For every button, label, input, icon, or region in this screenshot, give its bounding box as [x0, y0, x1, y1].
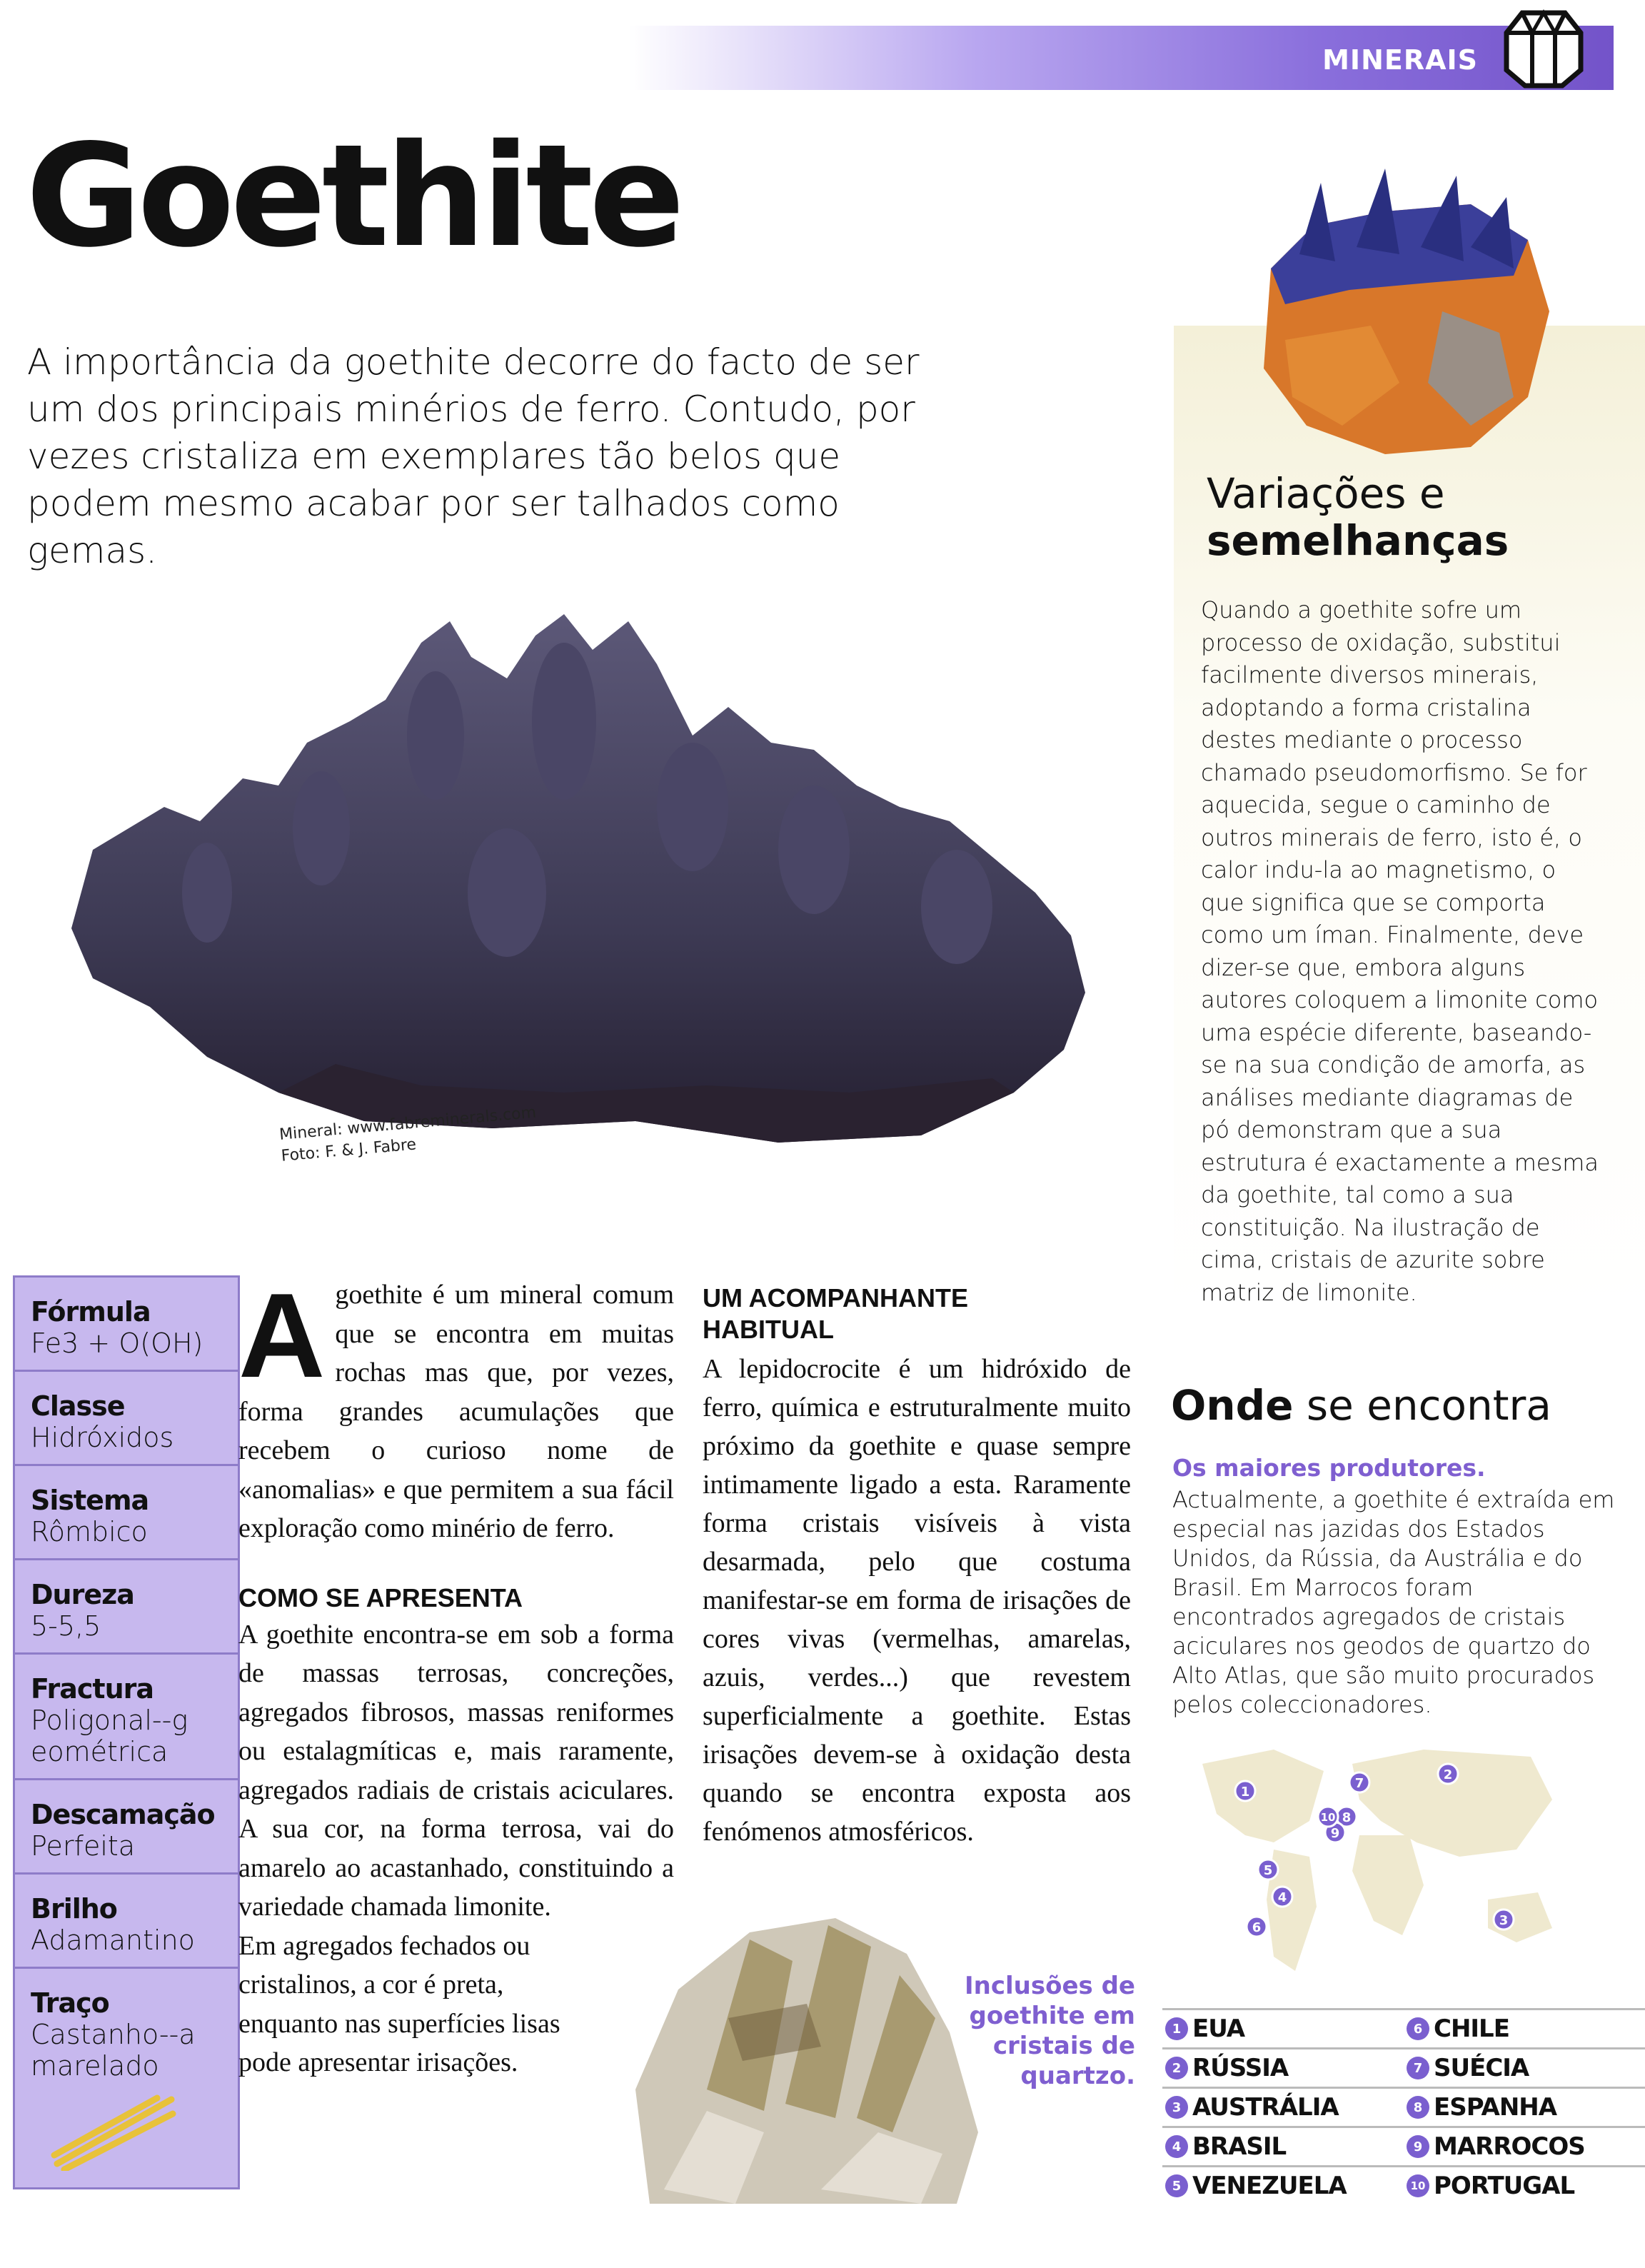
country-number: 2 — [1165, 2057, 1188, 2079]
map-marker-3 — [1494, 1910, 1514, 1930]
property-label: Descamação — [31, 1799, 215, 1830]
map-marker-5 — [1258, 1860, 1278, 1880]
streak-pencil-icon — [50, 2092, 178, 2171]
country-item — [1162, 2089, 1404, 2126]
map-marker-label: 10 — [1320, 1811, 1336, 1824]
intro-paragraph: A importância da goethite decorre do facto de ser um dos principais minérios de ferro. Contudo, por vezes cristaliza em exemplares tão belos que podem mesmo acabar por ser talhados como gemas. — [27, 341, 920, 571]
map-marker-label: 4 — [1277, 1890, 1287, 1905]
country-number: 5 — [1165, 2174, 1188, 2197]
map-marker-label: 6 — [1252, 1920, 1262, 1935]
country-number: 1 — [1165, 2017, 1188, 2040]
property-value: Poligonal--geométrica — [31, 1705, 188, 1767]
property-streak — [15, 1969, 238, 2094]
map-marker-4 — [1272, 1887, 1292, 1907]
article-paragraph-4: A lepidocrocite é um hidróxido de ferro, química e estruturalmente muito próximo da goethite e quase sempre intimamente ligado a esta. Raramente forma cristais visíveis à vista desarmada, pelo que costuma manifestar-se em forma de irisações de cores vivas (vermelhas, amarelas, azuis, verdes...) que revestem superficialmente a goethite. Estas irisações devem-se à oxidação desta quando se encontra exposta aos fenómenos atmosféricos. — [703, 1354, 1131, 1847]
where-heading — [1171, 1381, 1551, 1430]
property-value: Adamantino — [31, 1925, 195, 1956]
country-name: BRASIL — [1192, 2132, 1287, 2161]
variations-heading — [1207, 470, 1509, 564]
countries-row — [1162, 2126, 1645, 2165]
map-marker-label: 7 — [1354, 1776, 1364, 1791]
map-marker-label: 8 — [1342, 1810, 1352, 1825]
country-name: EUA — [1192, 2014, 1245, 2043]
photo-credit-line1: Mineral: www.fabreminerals.com — [278, 1103, 537, 1144]
map-marker-label: 2 — [1443, 1767, 1453, 1782]
dropcap: A — [238, 1268, 326, 1403]
property-formula — [15, 1278, 238, 1372]
country-item — [1404, 2049, 1645, 2087]
country-name: SUÉCIA — [1434, 2054, 1529, 2082]
country-name: RÚSSIA — [1192, 2054, 1289, 2082]
countries-row — [1162, 2047, 1645, 2087]
country-item — [1162, 2010, 1404, 2047]
property-system — [15, 1466, 238, 1560]
country-name: CHILE — [1434, 2014, 1509, 2043]
countries-row — [1162, 2008, 1645, 2047]
section-header-bar — [628, 26, 1614, 90]
photo-credit-line2: Foto: F. & J. Fabre — [280, 1135, 417, 1165]
world-map — [1188, 1742, 1559, 1985]
country-item — [1162, 2167, 1404, 2204]
where-heading-light: se encontra — [1306, 1381, 1551, 1430]
map-marker-2 — [1438, 1764, 1458, 1784]
map-marker-label: 3 — [1499, 1913, 1509, 1928]
property-value: 5-5,5 — [31, 1610, 101, 1642]
quartz-caption: Inclusões de goethite em cristais de quartzo. — [965, 1972, 1135, 2090]
country-item — [1404, 2128, 1645, 2165]
variations-heading-bold: semelhanças — [1207, 516, 1509, 565]
country-number: 8 — [1407, 2096, 1429, 2119]
country-name: ESPANHA — [1434, 2093, 1557, 2122]
country-item — [1162, 2128, 1404, 2165]
country-item — [1404, 2167, 1645, 2204]
property-value: Rômbico — [31, 1516, 148, 1547]
country-number: 4 — [1165, 2135, 1188, 2158]
country-item — [1162, 2049, 1404, 2087]
crystal-icon — [1501, 6, 1586, 91]
property-hardness — [15, 1560, 238, 1655]
property-value: Fe3 + O(OH) — [31, 1328, 203, 1359]
properties-sidebar — [13, 1275, 240, 2189]
quartz-goethite-photo — [621, 1875, 992, 2204]
property-label: Brilho — [31, 1893, 117, 1925]
where-subtitle: Os maiores produtores. — [1172, 1454, 1486, 1482]
where-heading-bold: Onde — [1171, 1381, 1294, 1430]
map-marker-10 — [1318, 1807, 1338, 1827]
countries-row — [1162, 2165, 1645, 2204]
map-marker-label: 9 — [1330, 1826, 1340, 1841]
property-class — [15, 1372, 238, 1466]
map-marker-6 — [1247, 1917, 1267, 1937]
article-paragraph-1: goethite é um mineral comum que se encontra em muitas rochas mas que, por vezes, forma grandes acumulações que recebem o curioso nome de «anomalias» e que permitem a sua fácil exploração como minério de ferro. — [238, 1280, 674, 1543]
property-fracture — [15, 1655, 238, 1780]
property-label: Sistema — [31, 1485, 149, 1516]
countries-row — [1162, 2087, 1645, 2126]
country-name: MARROCOS — [1434, 2132, 1585, 2161]
property-label: Dureza — [31, 1579, 134, 1610]
country-number: 6 — [1407, 2017, 1429, 2040]
country-number: 10 — [1407, 2174, 1429, 2197]
map-marker-label: 5 — [1263, 1863, 1273, 1878]
section-label: MINERAIS — [1322, 44, 1478, 76]
page-title: Goethite — [26, 114, 681, 279]
property-label: Fractura — [31, 1673, 154, 1705]
country-name: AUSTRÁLIA — [1192, 2093, 1339, 2122]
property-label: Traço — [31, 1987, 109, 2019]
variations-text: Quando a goethite sofre um processo de oxidação, substitui facilmente diversos minerais, adoptando a forma cristalina destes mediante o processo chamado pseudomorfismo. Se for aquecida, segue o caminho de outros minerais de ferro, isto é, o calor indu-la ao magnetismo, o que significa que se comporta como um íman. Finalmente, deve dizer-se que, embora alguns autores coloquem a limonite como uma espécie diferente, baseando-se na sua condição de amorfa, as análises mediante diagramas de pó demonstram que a sua estrutura é exactamente a mesma da goethite, tal como a sua constituição. Na ilustração de cima, cristais de azurite sobre matriz de limonite. — [1201, 596, 1599, 1306]
map-marker-1 — [1235, 1781, 1255, 1801]
country-item — [1404, 2089, 1645, 2126]
azurite-limonite-photo — [1242, 169, 1556, 468]
article-column-1 — [238, 1268, 674, 2082]
property-label: Classe — [31, 1390, 125, 1422]
property-cleavage — [15, 1780, 238, 1875]
country-name: VENEZUELA — [1192, 2172, 1347, 2200]
property-luster — [15, 1875, 238, 1969]
where-text: Actualmente, a goethite é extraída em especial nas jazidas dos Estados Unidos, da Rússia, da Austrália e do Brasil. Em Marrocos foram encontrados agregados de cristais aciculares nos geodos de quartzo do Alto Atlas, que são muito procurados pelos coleccionadores. — [1172, 1486, 1615, 1718]
property-value: Hidróxidos — [31, 1422, 174, 1453]
country-number: 3 — [1165, 2096, 1188, 2119]
goethite-mineral-photo — [64, 593, 1107, 1150]
country-number: 7 — [1407, 2057, 1429, 2079]
article-column-2 — [703, 1283, 1131, 1851]
variations-heading-light: Variações e — [1207, 469, 1445, 518]
subheading-acompanhante: UM ACOMPANHANTE HABITUAL — [703, 1283, 968, 1344]
subheading-como-se-apresenta: COMO SE APRESENTA — [238, 1582, 523, 1612]
map-marker-7 — [1349, 1772, 1369, 1792]
country-name: PORTUGAL — [1434, 2172, 1575, 2200]
countries-list — [1162, 2008, 1645, 2204]
property-value: Perfeita — [31, 1830, 136, 1862]
map-marker-label: 1 — [1240, 1785, 1250, 1800]
country-item — [1404, 2010, 1645, 2047]
property-label: Fórmula — [31, 1296, 151, 1328]
property-value: Castanho--amarelado — [31, 2019, 196, 2082]
article-paragraph-2: A goethite encontra-se em sob a forma de massas terrosas, concreções, agregados fibrosos, massas reniformes ou estalagmíticas e, mais raramente, agregados radiais de cristais aciculares. A sua cor, na forma terrosa, vai do amarelo ao acastanhado, constituindo a variedade chamada limonite. — [238, 1619, 674, 1922]
country-number: 9 — [1407, 2135, 1429, 2158]
article-paragraph-3: Em agregados fechados ou cristalinos, a cor é preta, enquanto nas superfícies lisas pode apresentar irisações. — [238, 1930, 560, 2077]
